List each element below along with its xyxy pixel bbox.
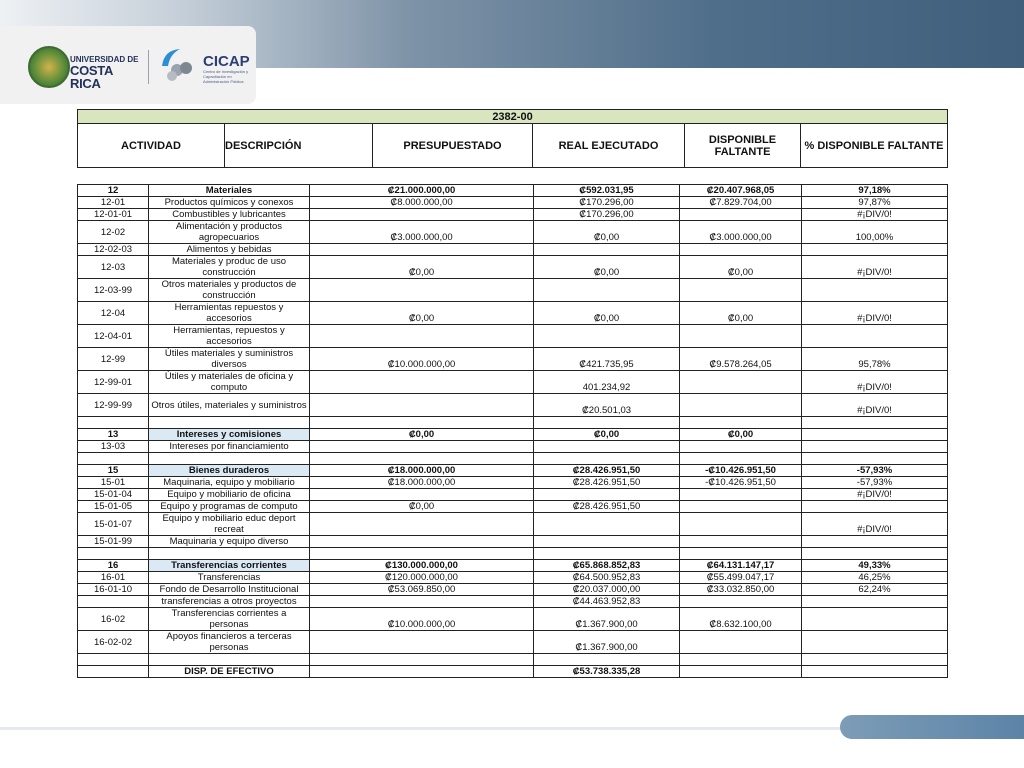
cell-pct-disponible: [802, 279, 948, 302]
table-row: [78, 666, 948, 678]
cell-real-ejecutado: [534, 513, 680, 536]
cell-descripcion: Materiales: [149, 185, 310, 197]
cell-descripcion: Equipo y mobiliario educ deport recreat: [149, 513, 310, 536]
bottom-decoration: [840, 715, 1024, 739]
table-row: [78, 560, 948, 572]
cell-presupuestado: [310, 244, 534, 256]
cell-descripcion: Útiles materiales y suministros diversos: [149, 348, 310, 371]
cell-actividad: [78, 548, 149, 560]
cell-actividad: 12-99-01: [78, 371, 149, 394]
cell-actividad: 12-02: [78, 221, 149, 244]
cell-real-ejecutado: ₡1.367.900,00: [534, 608, 680, 631]
cicap-wordmark: [203, 54, 251, 84]
cell-presupuestado: [310, 279, 534, 302]
cell-disponible-faltante: [680, 244, 802, 256]
cell-actividad: 12-04-01: [78, 325, 149, 348]
table-row: [78, 548, 948, 560]
cell-descripcion: Transferencias corrientes a personas: [149, 608, 310, 631]
cell-pct-disponible: 46,25%: [802, 572, 948, 584]
cell-disponible-faltante: [680, 441, 802, 453]
cell-descripcion: Intereses por financiamiento: [149, 441, 310, 453]
cell-disponible-faltante: ₡3.000.000,00: [680, 221, 802, 244]
cell-actividad: 13-03: [78, 441, 149, 453]
cell-real-ejecutado: ₡20.501,03: [534, 394, 680, 417]
cell-descripcion: Equipo y programas de computo: [149, 501, 310, 513]
cell-actividad: 16-02: [78, 608, 149, 631]
cell-descripcion: Equipo y mobiliario de oficina: [149, 489, 310, 501]
cell-pct-disponible: [802, 654, 948, 666]
cell-pct-disponible: [802, 244, 948, 256]
cell-pct-disponible: [802, 608, 948, 631]
cell-actividad: 15-01-07: [78, 513, 149, 536]
cell-pct-disponible: 49,33%: [802, 560, 948, 572]
cell-descripcion: [149, 654, 310, 666]
cell-disponible-faltante: [680, 654, 802, 666]
cell-presupuestado: ₡0,00: [310, 429, 534, 441]
cell-pct-disponible: #¡DIV/0!: [802, 209, 948, 221]
cell-actividad: 12-99-99: [78, 394, 149, 417]
cell-pct-disponible: #¡DIV/0!: [802, 513, 948, 536]
cell-real-ejecutado: [534, 244, 680, 256]
cell-descripcion: Apoyos financieros a terceras personas: [149, 631, 310, 654]
cell-presupuestado: ₡10.000.000,00: [310, 348, 534, 371]
column-header-real-ejecutado: REAL EJECUTADO: [533, 124, 685, 168]
cell-real-ejecutado: ₡592.031,95: [534, 185, 680, 197]
cell-descripcion: Productos químicos y conexos: [149, 197, 310, 209]
table-row: [78, 572, 948, 584]
cell-real-ejecutado: [534, 536, 680, 548]
column-header-descripcion: DESCRIPCIÓN: [225, 124, 373, 168]
cell-real-ejecutado: ₡170.296,00: [534, 209, 680, 221]
table-row: [78, 348, 948, 371]
cell-actividad: 15-01: [78, 477, 149, 489]
cell-actividad: 16-01: [78, 572, 149, 584]
cell-presupuestado: [310, 654, 534, 666]
cell-actividad: 12-03-99: [78, 279, 149, 302]
cell-disponible-faltante: ₡33.032.850,00: [680, 584, 802, 596]
cell-presupuestado: ₡0,00: [310, 501, 534, 513]
table-row: [78, 302, 948, 325]
table-row: [78, 536, 948, 548]
cell-presupuestado: [310, 489, 534, 501]
cell-actividad: 13: [78, 429, 149, 441]
cell-actividad: 15: [78, 465, 149, 477]
table-row: [78, 465, 948, 477]
cell-disponible-faltante: ₡7.829.704,00: [680, 197, 802, 209]
cell-descripcion: [149, 548, 310, 560]
cell-actividad: 16-02-02: [78, 631, 149, 654]
cell-real-ejecutado: ₡421.735,95: [534, 348, 680, 371]
cell-actividad: [78, 596, 149, 608]
budget-table: [77, 184, 948, 678]
cell-descripcion: Maquinaria, equipo y mobiliario: [149, 477, 310, 489]
table-row: [78, 185, 948, 197]
cell-disponible-faltante: -₡10.426.951,50: [680, 465, 802, 477]
cell-disponible-faltante: [680, 489, 802, 501]
cell-descripcion: Alimentación y productos agropecuarios: [149, 221, 310, 244]
cell-real-ejecutado: ₡0,00: [534, 221, 680, 244]
column-header-presupuestado: PRESUPUESTADO: [373, 124, 533, 168]
cell-disponible-faltante: [680, 631, 802, 654]
cell-real-ejecutado: ₡28.426.951,50: [534, 501, 680, 513]
cell-disponible-faltante: ₡8.632.100,00: [680, 608, 802, 631]
cell-pct-disponible: 97,87%: [802, 197, 948, 209]
cell-disponible-faltante: [680, 666, 802, 678]
cell-pct-disponible: #¡DIV/0!: [802, 371, 948, 394]
cell-real-ejecutado: ₡28.426.951,50: [534, 477, 680, 489]
cell-descripcion: Útiles y materiales de oficina y computo: [149, 371, 310, 394]
cell-disponible-faltante: [680, 548, 802, 560]
cell-disponible-faltante: ₡0,00: [680, 429, 802, 441]
cell-presupuestado: [310, 325, 534, 348]
table-row: [78, 453, 948, 465]
ucr-wordmark: [70, 55, 142, 90]
cell-disponible-faltante: ₡20.407.968,05: [680, 185, 802, 197]
cell-disponible-faltante: [680, 501, 802, 513]
cell-pct-disponible: 100,00%: [802, 221, 948, 244]
cell-disponible-faltante: ₡0,00: [680, 302, 802, 325]
cell-real-ejecutado: ₡170.296,00: [534, 197, 680, 209]
table-row: [78, 631, 948, 654]
cell-pct-disponible: #¡DIV/0!: [802, 489, 948, 501]
cell-disponible-faltante: [680, 279, 802, 302]
cell-real-ejecutado: [534, 279, 680, 302]
cell-disponible-faltante: [680, 536, 802, 548]
cell-presupuestado: [310, 417, 534, 429]
cell-real-ejecutado: [534, 453, 680, 465]
cell-real-ejecutado: ₡0,00: [534, 256, 680, 279]
cell-actividad: 15-01-05: [78, 501, 149, 513]
cell-descripcion: Fondo de Desarrollo Institucional: [149, 584, 310, 596]
cell-real-ejecutado: [534, 417, 680, 429]
cell-actividad: 12-01: [78, 197, 149, 209]
cell-presupuestado: [310, 441, 534, 453]
cell-descripcion: Transferencias corrientes: [149, 560, 310, 572]
cell-actividad: 12-99: [78, 348, 149, 371]
cell-pct-disponible: 62,24%: [802, 584, 948, 596]
cell-disponible-faltante: [680, 371, 802, 394]
cell-presupuestado: ₡18.000.000,00: [310, 465, 534, 477]
cell-pct-disponible: [802, 325, 948, 348]
cell-pct-disponible: #¡DIV/0!: [802, 256, 948, 279]
cell-disponible-faltante: [680, 394, 802, 417]
cell-actividad: 12-04: [78, 302, 149, 325]
cell-real-ejecutado: ₡20.037.000,00: [534, 584, 680, 596]
cell-pct-disponible: 97,18%: [802, 185, 948, 197]
table-row: [78, 489, 948, 501]
table-row: [78, 256, 948, 279]
cell-descripcion: [149, 417, 310, 429]
cell-actividad: [78, 666, 149, 678]
cell-real-ejecutado: ₡64.500.952,83: [534, 572, 680, 584]
cell-actividad: 12-03: [78, 256, 149, 279]
ucr-line2: COSTA RICA: [70, 63, 113, 91]
cell-descripcion: [149, 453, 310, 465]
cell-actividad: 12-02-03: [78, 244, 149, 256]
table-row: [78, 197, 948, 209]
account-code: 2382-00: [78, 110, 948, 124]
cicap-name: CICAP: [203, 53, 250, 70]
cell-presupuestado: ₡130.000.000,00: [310, 560, 534, 572]
table-row: [78, 513, 948, 536]
cell-presupuestado: ₡3.000.000,00: [310, 221, 534, 244]
cell-descripcion: Otros materiales y productos de construcción: [149, 279, 310, 302]
cell-disponible-faltante: [680, 209, 802, 221]
cell-pct-disponible: 95,78%: [802, 348, 948, 371]
column-header-disponible-faltante: DISPONIBLE FALTANTE: [685, 124, 801, 168]
cell-actividad: 12-01-01: [78, 209, 149, 221]
table-row: [78, 654, 948, 666]
cell-disponible-faltante: ₡9.578.264,05: [680, 348, 802, 371]
cell-real-ejecutado: [534, 441, 680, 453]
cell-real-ejecutado: ₡53.738.335,28: [534, 666, 680, 678]
table-row: [78, 477, 948, 489]
cell-presupuestado: [310, 631, 534, 654]
column-header-pct-disponible: % DISPONIBLE FALTANTE: [801, 124, 948, 168]
cell-presupuestado: ₡0,00: [310, 256, 534, 279]
table-row: [78, 209, 948, 221]
cell-presupuestado: ₡0,00: [310, 302, 534, 325]
table-row: [78, 394, 948, 417]
cell-descripcion: Herramientas, repuestos y accesorios: [149, 325, 310, 348]
cell-pct-disponible: [802, 441, 948, 453]
cell-presupuestado: [310, 209, 534, 221]
cell-real-ejecutado: ₡0,00: [534, 429, 680, 441]
cell-pct-disponible: [802, 666, 948, 678]
cell-presupuestado: [310, 513, 534, 536]
cell-real-ejecutado: ₡65.868.852,83: [534, 560, 680, 572]
cell-disponible-faltante: ₡55.499.047,17: [680, 572, 802, 584]
table-row: [78, 417, 948, 429]
cell-pct-disponible: [802, 453, 948, 465]
column-header-actividad: ACTIVIDAD: [78, 124, 225, 168]
cell-descripcion: DISP. DE EFECTIVO: [149, 666, 310, 678]
cell-pct-disponible: #¡DIV/0!: [802, 302, 948, 325]
cell-actividad: 16-01-10: [78, 584, 149, 596]
logo-divider: [148, 50, 149, 84]
cell-real-ejecutado: [534, 654, 680, 666]
table-row: [78, 371, 948, 394]
cell-real-ejecutado: 401.234,92: [534, 371, 680, 394]
cell-actividad: [78, 453, 149, 465]
table-row: [78, 441, 948, 453]
table-row: [78, 279, 948, 302]
cell-disponible-faltante: [680, 596, 802, 608]
table-row: [78, 325, 948, 348]
cell-descripcion: transferencias a otros proyectos: [149, 596, 310, 608]
cell-pct-disponible: [802, 548, 948, 560]
cell-disponible-faltante: ₡64.131.147,17: [680, 560, 802, 572]
cell-real-ejecutado: [534, 325, 680, 348]
cell-real-ejecutado: [534, 548, 680, 560]
header-table: [77, 109, 948, 168]
cell-presupuestado: ₡21.000.000,00: [310, 185, 534, 197]
cell-disponible-faltante: [680, 513, 802, 536]
table-row: [78, 221, 948, 244]
cell-disponible-faltante: ₡0,00: [680, 256, 802, 279]
cell-descripcion: Combustibles y lubricantes: [149, 209, 310, 221]
cell-pct-disponible: #¡DIV/0!: [802, 394, 948, 417]
cell-presupuestado: ₡18.000.000,00: [310, 477, 534, 489]
cicap-subtitle: Centro de Investigación y Capacitación en Administración Pública: [203, 69, 249, 84]
table-row: [78, 596, 948, 608]
cell-pct-disponible: [802, 596, 948, 608]
table-row: [78, 244, 948, 256]
cell-pct-disponible: -57,93%: [802, 465, 948, 477]
cell-real-ejecutado: ₡28.426.951,50: [534, 465, 680, 477]
cell-pct-disponible: [802, 536, 948, 548]
cell-real-ejecutado: ₡1.367.900,00: [534, 631, 680, 654]
cell-presupuestado: [310, 666, 534, 678]
cicap-logo-icon: [158, 46, 198, 84]
cell-real-ejecutado: ₡0,00: [534, 302, 680, 325]
cell-descripcion: Transferencias: [149, 572, 310, 584]
cell-descripcion: Bienes duraderos: [149, 465, 310, 477]
cell-descripcion: Intereses y comisiones: [149, 429, 310, 441]
cell-actividad: 15-01-04: [78, 489, 149, 501]
cell-presupuestado: [310, 453, 534, 465]
cell-descripcion: Otros útiles, materiales y suministros: [149, 394, 310, 417]
ucr-seal-logo: [28, 46, 70, 88]
cell-presupuestado: [310, 536, 534, 548]
cell-presupuestado: [310, 394, 534, 417]
cell-descripcion: Herramientas repuestos y accesorios: [149, 302, 310, 325]
cell-disponible-faltante: [680, 417, 802, 429]
cell-descripcion: Alimentos y bebidas: [149, 244, 310, 256]
cell-descripcion: Materiales y produc de uso construcción: [149, 256, 310, 279]
table-row: [78, 584, 948, 596]
cell-real-ejecutado: [534, 489, 680, 501]
cell-actividad: [78, 654, 149, 666]
table-row: [78, 608, 948, 631]
table-row: [78, 501, 948, 513]
cell-real-ejecutado: ₡44.463.952,83: [534, 596, 680, 608]
cell-descripcion: Maquinaria y equipo diverso: [149, 536, 310, 548]
cell-disponible-faltante: [680, 325, 802, 348]
budget-table-body: [78, 185, 948, 678]
cell-presupuestado: ₡120.000.000,00: [310, 572, 534, 584]
cell-presupuestado: ₡53.069.850,00: [310, 584, 534, 596]
cell-disponible-faltante: [680, 453, 802, 465]
cell-pct-disponible: [802, 501, 948, 513]
cell-pct-disponible: [802, 417, 948, 429]
cell-pct-disponible: -57,93%: [802, 477, 948, 489]
cell-presupuestado: [310, 548, 534, 560]
ucr-line1: UNIVERSIDAD DE: [70, 55, 139, 64]
cell-disponible-faltante: -₡10.426.951,50: [680, 477, 802, 489]
cell-presupuestado: ₡10.000.000,00: [310, 608, 534, 631]
cell-actividad: 16: [78, 560, 149, 572]
cell-actividad: 15-01-99: [78, 536, 149, 548]
cell-presupuestado: [310, 596, 534, 608]
cell-actividad: 12: [78, 185, 149, 197]
cell-actividad: [78, 417, 149, 429]
table-row: [78, 429, 948, 441]
cell-pct-disponible: [802, 429, 948, 441]
cell-pct-disponible: [802, 631, 948, 654]
cell-presupuestado: [310, 371, 534, 394]
cell-presupuestado: ₡8.000.000,00: [310, 197, 534, 209]
